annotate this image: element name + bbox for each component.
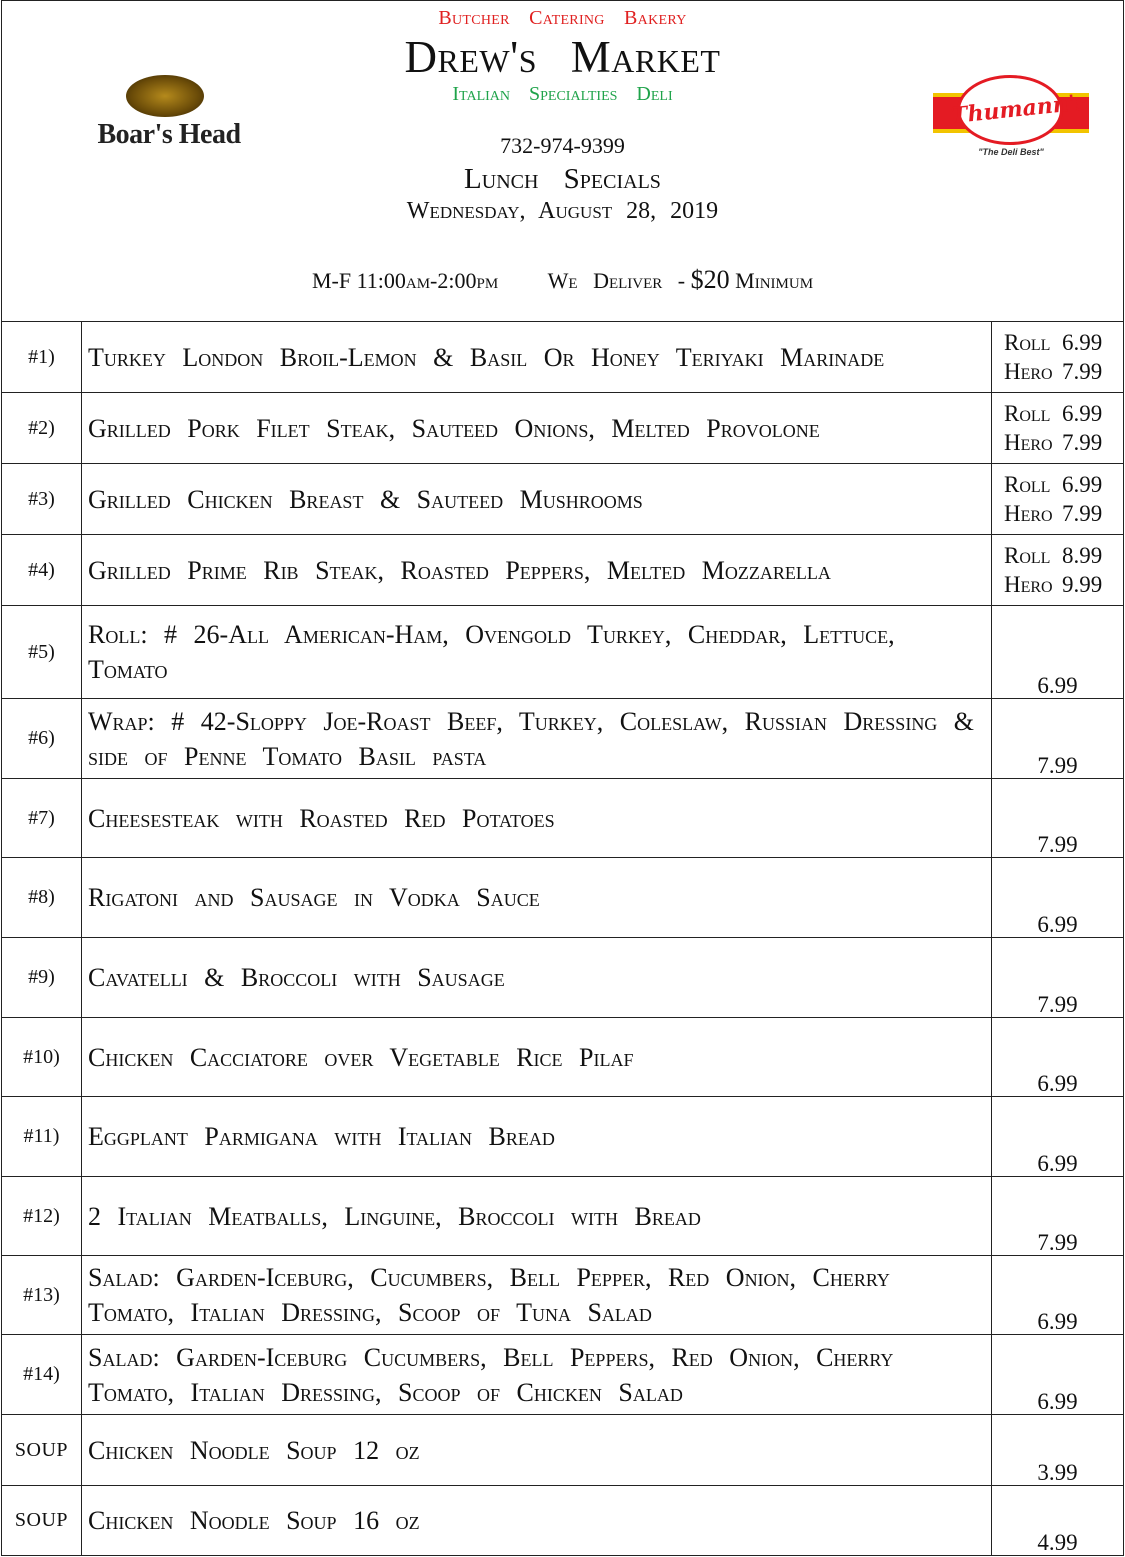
item-description: Chicken Noodle Soup 12 oz [82, 1415, 992, 1486]
market-name: Drew's Market [404, 32, 721, 82]
item-number: #2) [2, 393, 82, 464]
item-description: Salad: Garden-Iceburg, Cucumbers, Bell Pepper, Red Onion, Cherry Tomato, Italian Dressing, Scoop of Tuna Salad [82, 1256, 992, 1335]
hero-price: 9.99 [1062, 572, 1103, 597]
boars-head-logo [94, 75, 244, 151]
roll-price: 8.99 [1062, 543, 1103, 568]
item-description: Grilled Pork Filet Steak, Sauteed Onions, Melted Provolone [82, 393, 992, 464]
item-description: Eggplant Parmigana with Italian Bread [82, 1097, 992, 1177]
item-description: Roll: # 26-All American-Ham, Ovengold Turkey, Cheddar, Lettuce, Tomato [82, 606, 992, 699]
item-number: #10) [2, 1018, 82, 1097]
item-description: Grilled Prime Rib Steak, Roasted Peppers, Melted Mozzarella [82, 535, 992, 606]
menu-item-row [2, 779, 1124, 858]
hero-label: Hero [1004, 572, 1053, 597]
item-number: #9) [2, 938, 82, 1018]
item-price-pair [992, 393, 1124, 464]
menu-item-row [2, 1335, 1124, 1415]
item-number: #6) [2, 699, 82, 779]
item-description: 2 Italian Meatballs, Linguine, Broccoli with Bread [82, 1177, 992, 1256]
menu-item-row [2, 535, 1124, 606]
item-description: Turkey London Broil-Lemon & Basil Or Honey Teriyaki Marinade [82, 322, 992, 393]
item-price: 6.99 [992, 858, 1124, 938]
specials-table [1, 321, 1124, 1556]
item-description: Grilled Chicken Breast & Sauteed Mushrooms [82, 464, 992, 535]
menu-item-row [2, 858, 1124, 938]
menu-item-row [2, 606, 1124, 699]
roll-price-line [992, 541, 1123, 570]
item-price: 6.99 [992, 1335, 1124, 1415]
item-number: SOUP [2, 1415, 82, 1486]
menu-item-row [2, 1415, 1124, 1486]
hero-label: Hero [1004, 359, 1053, 384]
item-price: 7.99 [992, 1177, 1124, 1256]
item-price-pair [992, 322, 1124, 393]
thumanns-slogan: "The Deli Best" [978, 147, 1044, 157]
services-line: Butcher Catering Bakery [438, 7, 687, 29]
menu-item-row [2, 464, 1124, 535]
item-number: #8) [2, 858, 82, 938]
menu-item-row [2, 1256, 1124, 1335]
delivery-text: We Deliver - [547, 268, 686, 293]
hero-label: Hero [1004, 430, 1053, 455]
item-description: Cheesesteak with Roasted Red Potatoes [82, 779, 992, 858]
item-number: SOUP [2, 1486, 82, 1556]
item-price: 3.99 [992, 1415, 1124, 1486]
item-price: 7.99 [992, 699, 1124, 779]
roll-price: 6.99 [1062, 401, 1103, 426]
menu-date: Wednesday, August 28, 2019 [406, 198, 719, 224]
item-number: #14) [2, 1335, 82, 1415]
thumanns-logo-text: Thumann's [949, 89, 1089, 130]
phone-number: 732-974-9399 [500, 133, 625, 158]
item-price: 6.99 [992, 606, 1124, 699]
item-price: 4.99 [992, 1486, 1124, 1556]
roll-price-line [992, 328, 1123, 357]
item-number: #4) [2, 535, 82, 606]
item-number: #5) [2, 606, 82, 699]
roll-price: 6.99 [1062, 330, 1103, 355]
item-number: #12) [2, 1177, 82, 1256]
roll-price-line [992, 470, 1123, 499]
roll-label: Roll [1004, 401, 1051, 426]
roll-label: Roll [1004, 472, 1051, 497]
roll-price-line [992, 399, 1123, 428]
hours-delivery-line [2, 265, 1123, 295]
item-price: 7.99 [992, 779, 1124, 858]
roll-label: Roll [1004, 330, 1051, 355]
hero-price-line [992, 499, 1123, 528]
menu-item-row [2, 699, 1124, 779]
item-price-pair [992, 464, 1124, 535]
item-number: #1) [2, 322, 82, 393]
item-number: #3) [2, 464, 82, 535]
boars-head-logo-text: Boar's Head [97, 119, 241, 150]
item-price: 7.99 [992, 938, 1124, 1018]
specials-title: Lunch Specials [464, 163, 661, 195]
item-price: 6.99 [992, 1018, 1124, 1097]
item-description: Chicken Cacciatore over Vegetable Rice Pilaf [82, 1018, 992, 1097]
item-description: Chicken Noodle Soup 16 oz [82, 1486, 992, 1556]
roll-label: Roll [1004, 543, 1051, 568]
item-description: Salad: Garden-Iceburg Cucumbers, Bell Peppers, Red Onion, Cherry Tomato, Italian Dressing, Scoop of Chicken Salad [82, 1335, 992, 1415]
item-price: 6.99 [992, 1256, 1124, 1335]
menu-item-row [2, 938, 1124, 1018]
hero-price: 7.99 [1062, 501, 1103, 526]
hero-price-line [992, 357, 1123, 386]
hours: M-F 11:00am-2:00pm [311, 268, 499, 293]
item-number: #11) [2, 1097, 82, 1177]
thumanns-logo [933, 71, 1089, 163]
item-number: #7) [2, 779, 82, 858]
menu-item-row [2, 1018, 1124, 1097]
boar-emblem-icon [126, 75, 204, 117]
menu-item-row [2, 1177, 1124, 1256]
item-price: 6.99 [992, 1097, 1124, 1177]
menu-item-row [2, 322, 1124, 393]
menu-item-row [2, 1097, 1124, 1177]
tagline: Italian Specialties Deli [452, 83, 673, 105]
menu-header [1, 0, 1124, 321]
menu-item-row [2, 393, 1124, 464]
hero-price-line [992, 570, 1123, 599]
item-number: #13) [2, 1256, 82, 1335]
menu-item-row [2, 1486, 1124, 1556]
hero-price: 7.99 [1062, 430, 1103, 455]
hero-price-line [992, 428, 1123, 457]
item-description: Rigatoni and Sausage in Vodka Sauce [82, 858, 992, 938]
delivery-minimum: Minimum [735, 268, 814, 293]
delivery-amount: $20 [690, 265, 730, 294]
item-price-pair [992, 535, 1124, 606]
item-description: Cavatelli & Broccoli with Sausage [82, 938, 992, 1018]
roll-price: 6.99 [1062, 472, 1103, 497]
item-description: Wrap: # 42-Sloppy Joe-Roast Beef, Turkey, Coleslaw, Russian Dressing & side of Penne Tomato Basil pasta [82, 699, 992, 779]
hero-label: Hero [1004, 501, 1053, 526]
hero-price: 7.99 [1062, 359, 1103, 384]
